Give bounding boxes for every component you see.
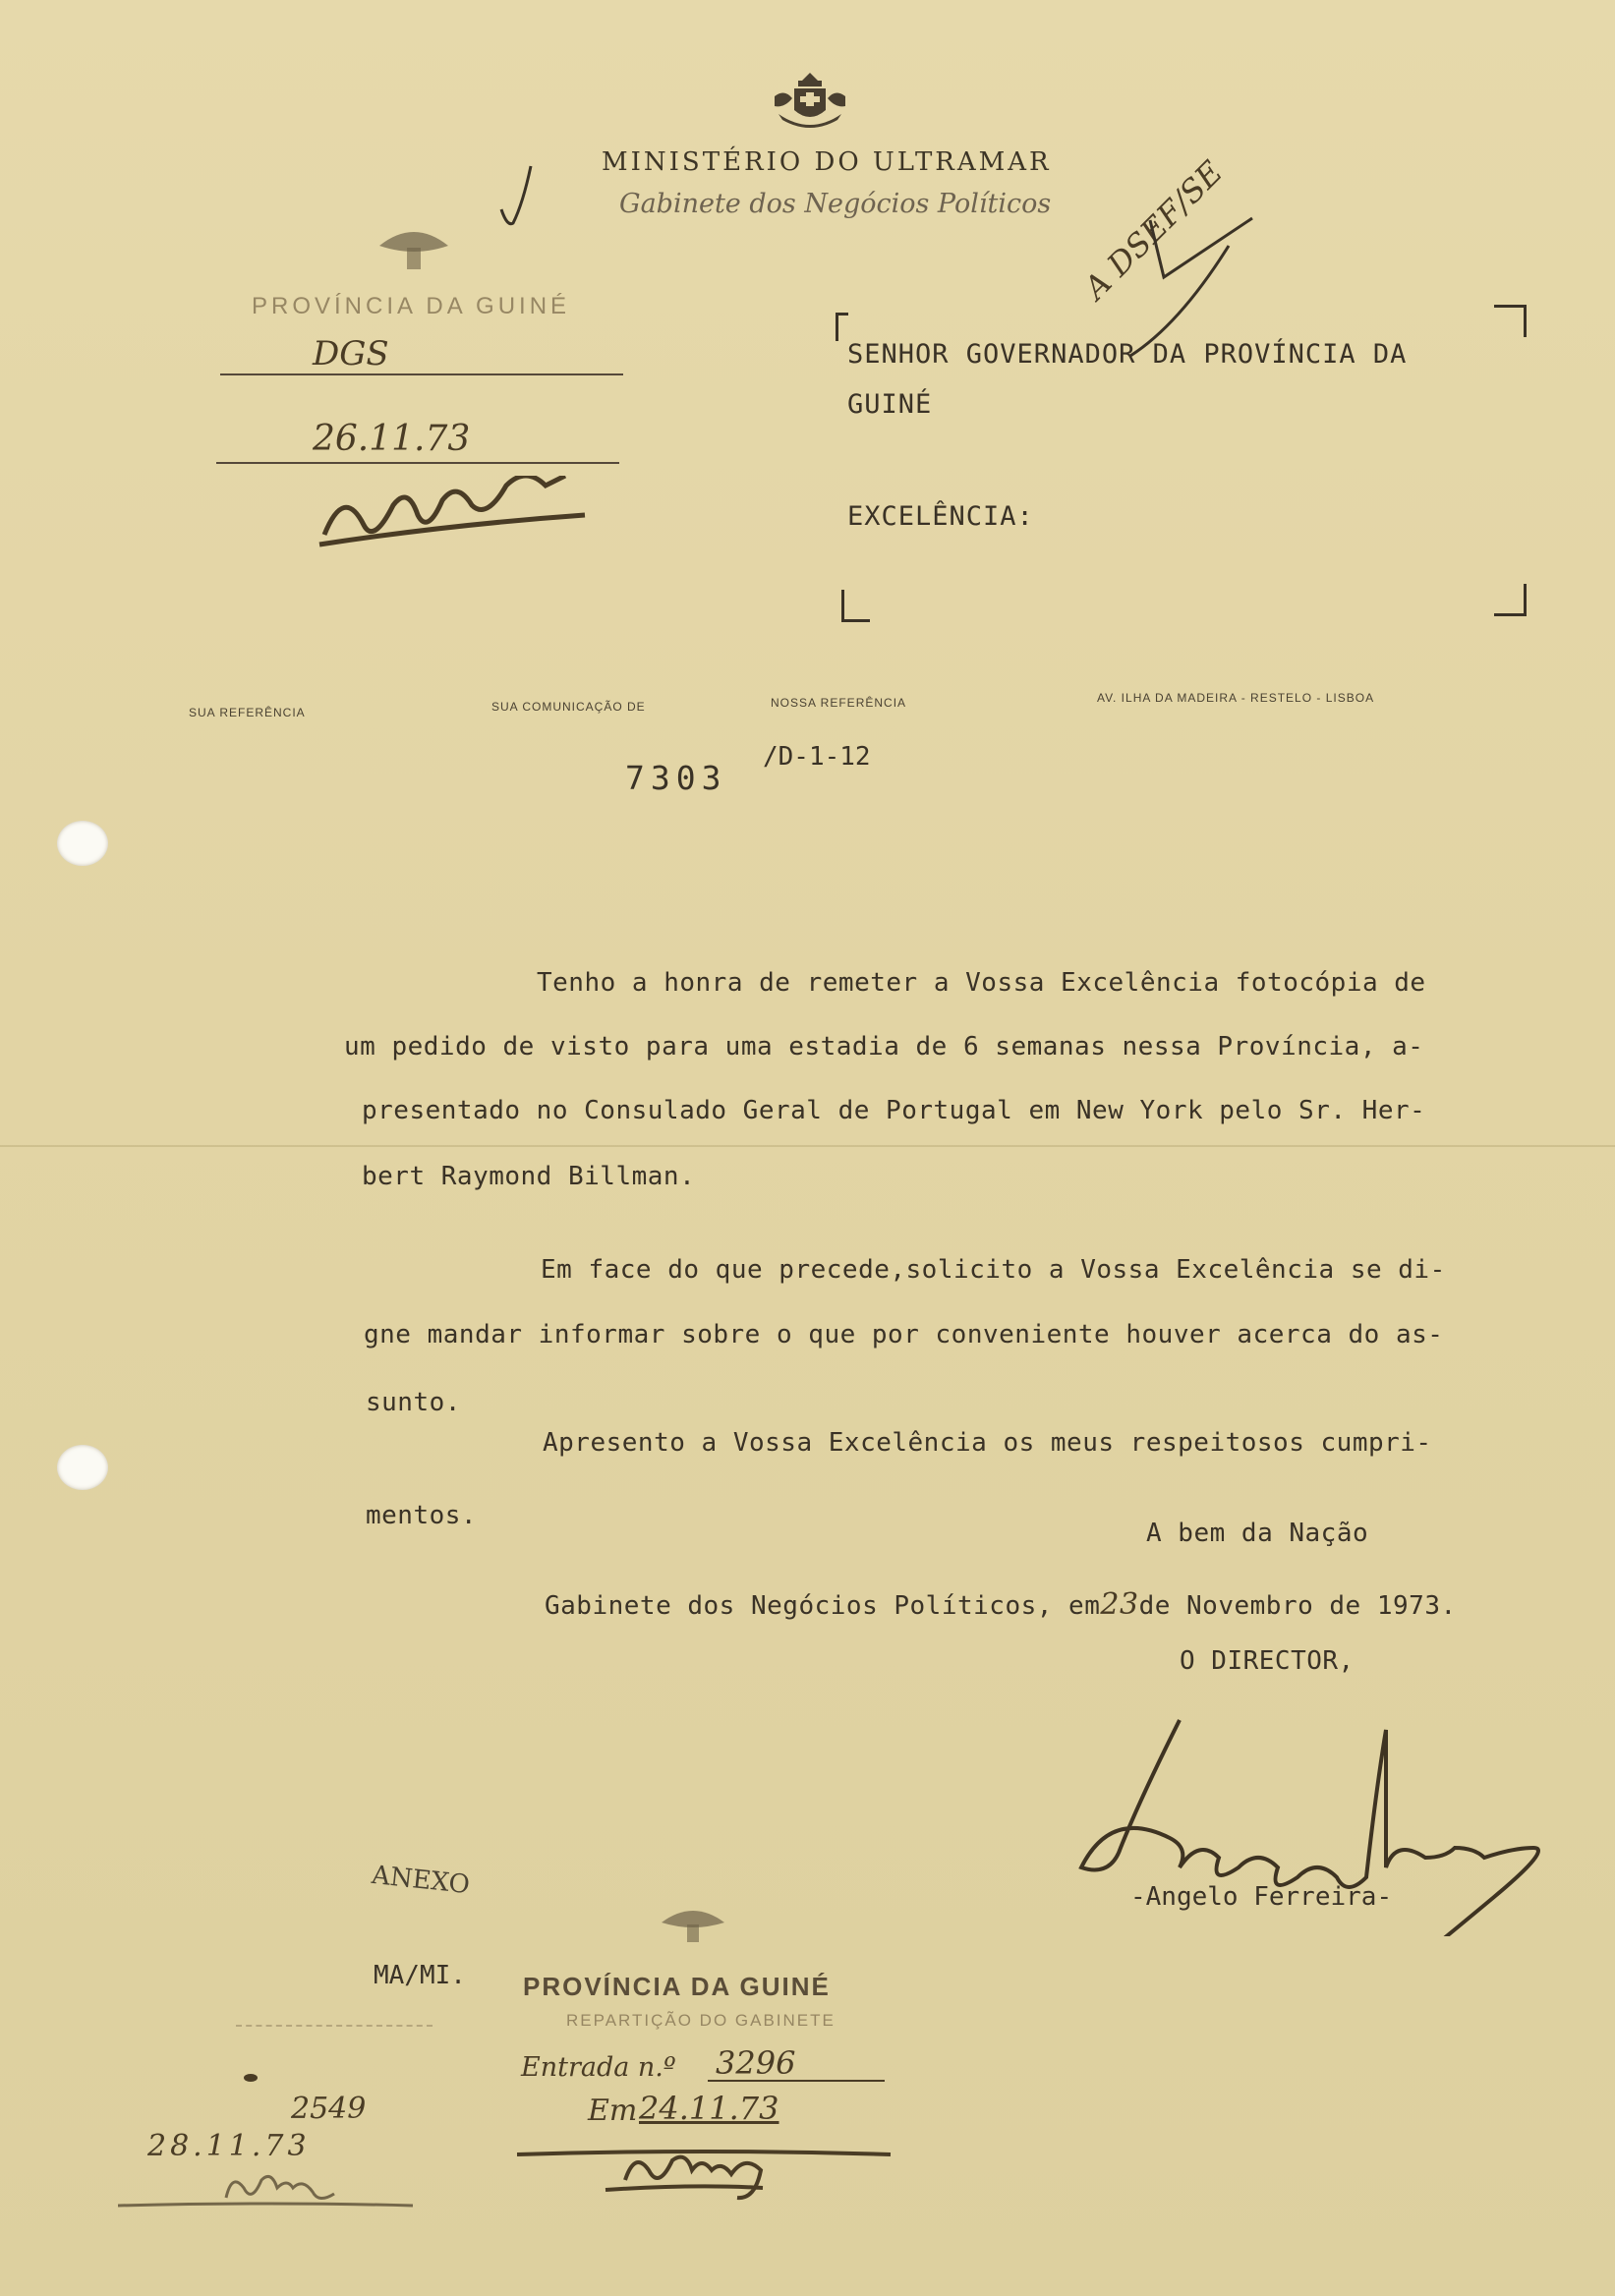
handwritten-annotation: A DSEF/SE — [1076, 153, 1231, 307]
signatory-name: -Angelo Ferreira- — [1130, 1882, 1393, 1912]
left-stamp-signature-icon — [118, 2162, 433, 2221]
stamp-emblem-bottom-icon — [654, 1897, 732, 1946]
stamp-bottom-signature-icon — [517, 2141, 900, 2210]
body-p1-line3: presentado no Consulado Geral de Portugal em New York pelo Sr. Her- — [362, 1096, 1426, 1125]
stamp-bottom-province: PROVÍNCIA DA GUINÉ — [523, 1972, 831, 2001]
punch-hole-top — [57, 821, 108, 866]
stamp-bottom-dept: REPARTIÇÃO DO GABINETE — [566, 2011, 836, 2030]
stamp-emblem-icon — [370, 216, 458, 275]
reference-number: 7303 — [625, 759, 727, 797]
label-nossa-referencia: NOSSA REFERÊNCIA — [771, 696, 907, 710]
punch-hole-bottom — [57, 1445, 108, 1490]
window-corner-tr — [1494, 305, 1527, 337]
coat-of-arms-icon — [765, 67, 855, 136]
ministry-title: MINISTÉRIO DO ULTRAMAR — [602, 147, 1052, 177]
stamp-province: PROVÍNCIA DA GUINÉ — [252, 293, 571, 319]
faded-stamp-line — [236, 2025, 433, 2027]
stamp-dept: DGS — [313, 334, 389, 373]
left-stamp-date: 28.11.73 — [147, 2129, 311, 2163]
label-sua-referencia: SUA REFERÊNCIA — [189, 706, 306, 719]
entrada-label: Entrada n.º — [521, 2052, 676, 2083]
received-stamp-left — [98, 2005, 452, 2221]
anexo-label: ANEXO — [370, 1860, 472, 1901]
date-line — [545, 1587, 1457, 1622]
addressee-line-2: GUINÉ — [847, 389, 933, 420]
salutation: EXCELÊNCIA: — [847, 501, 1034, 532]
stamp-rule-2 — [216, 462, 619, 464]
body-p2-line3: sunto. — [366, 1388, 461, 1417]
left-stamp-number: 2549 — [291, 2092, 367, 2126]
fold-line — [0, 1145, 1615, 1147]
director-title: O DIRECTOR, — [1180, 1646, 1355, 1676]
em-date: 24.11.73 — [639, 2090, 779, 2127]
window-corner-bl — [841, 590, 870, 622]
entrada-rule — [708, 2080, 885, 2082]
body-p2-line1: Em face do que precede,solicito a Vossa Excelência se di- — [541, 1255, 1446, 1285]
office-script-title: Gabinete dos Negócios Políticos — [619, 189, 1052, 219]
typist-initials: MA/MI. — [374, 1961, 466, 1990]
date-line-pre: Gabinete dos Negócios Políticos, em — [545, 1591, 1101, 1621]
stamp-date: 26.11.73 — [313, 419, 471, 459]
date-line-post: de Novembro de 1973. — [1138, 1591, 1457, 1621]
body-p3-line1: Apresento a Vossa Excelência os meus respeitosos cumpri- — [543, 1428, 1432, 1458]
body-p1-line4: bert Raymond Billman. — [362, 1162, 696, 1191]
body-p1-line1: Tenho a honra de remeter a Vossa Excelência fotocópia de — [537, 968, 1426, 998]
received-stamp-bottom — [511, 1897, 904, 2221]
entrada-number: 3296 — [716, 2044, 796, 2082]
window-corner-br — [1494, 584, 1527, 616]
label-sua-comunicacao: SUA COMUNICAÇÃO DE — [491, 700, 646, 714]
body-p1-line2: um pedido de visto para uma estadia de 6 semanas nessa Província, a- — [344, 1032, 1424, 1062]
received-stamp-top — [197, 216, 649, 570]
addressee-line-1: SENHOR GOVERNADOR DA PROVÍNCIA DA — [847, 339, 1408, 370]
em-label: Em — [588, 2094, 638, 2128]
stamp-signature-icon — [315, 476, 609, 554]
date-day: 23 — [1100, 1587, 1139, 1622]
stamp-rule-1 — [220, 373, 623, 375]
body-p2-line2: gne mandar informar sobre o que por conveniente houver acerca do as- — [364, 1320, 1444, 1349]
closing-phrase: A bem da Nação — [1146, 1519, 1369, 1548]
window-corner-tl — [836, 313, 848, 341]
ink-dot — [244, 2074, 258, 2082]
reference-suffix: /D-1-12 — [763, 742, 871, 772]
sender-address: AV. ILHA DA MADEIRA - RESTELO - LISBOA — [1097, 691, 1375, 705]
body-p3-line2: mentos. — [366, 1501, 478, 1530]
